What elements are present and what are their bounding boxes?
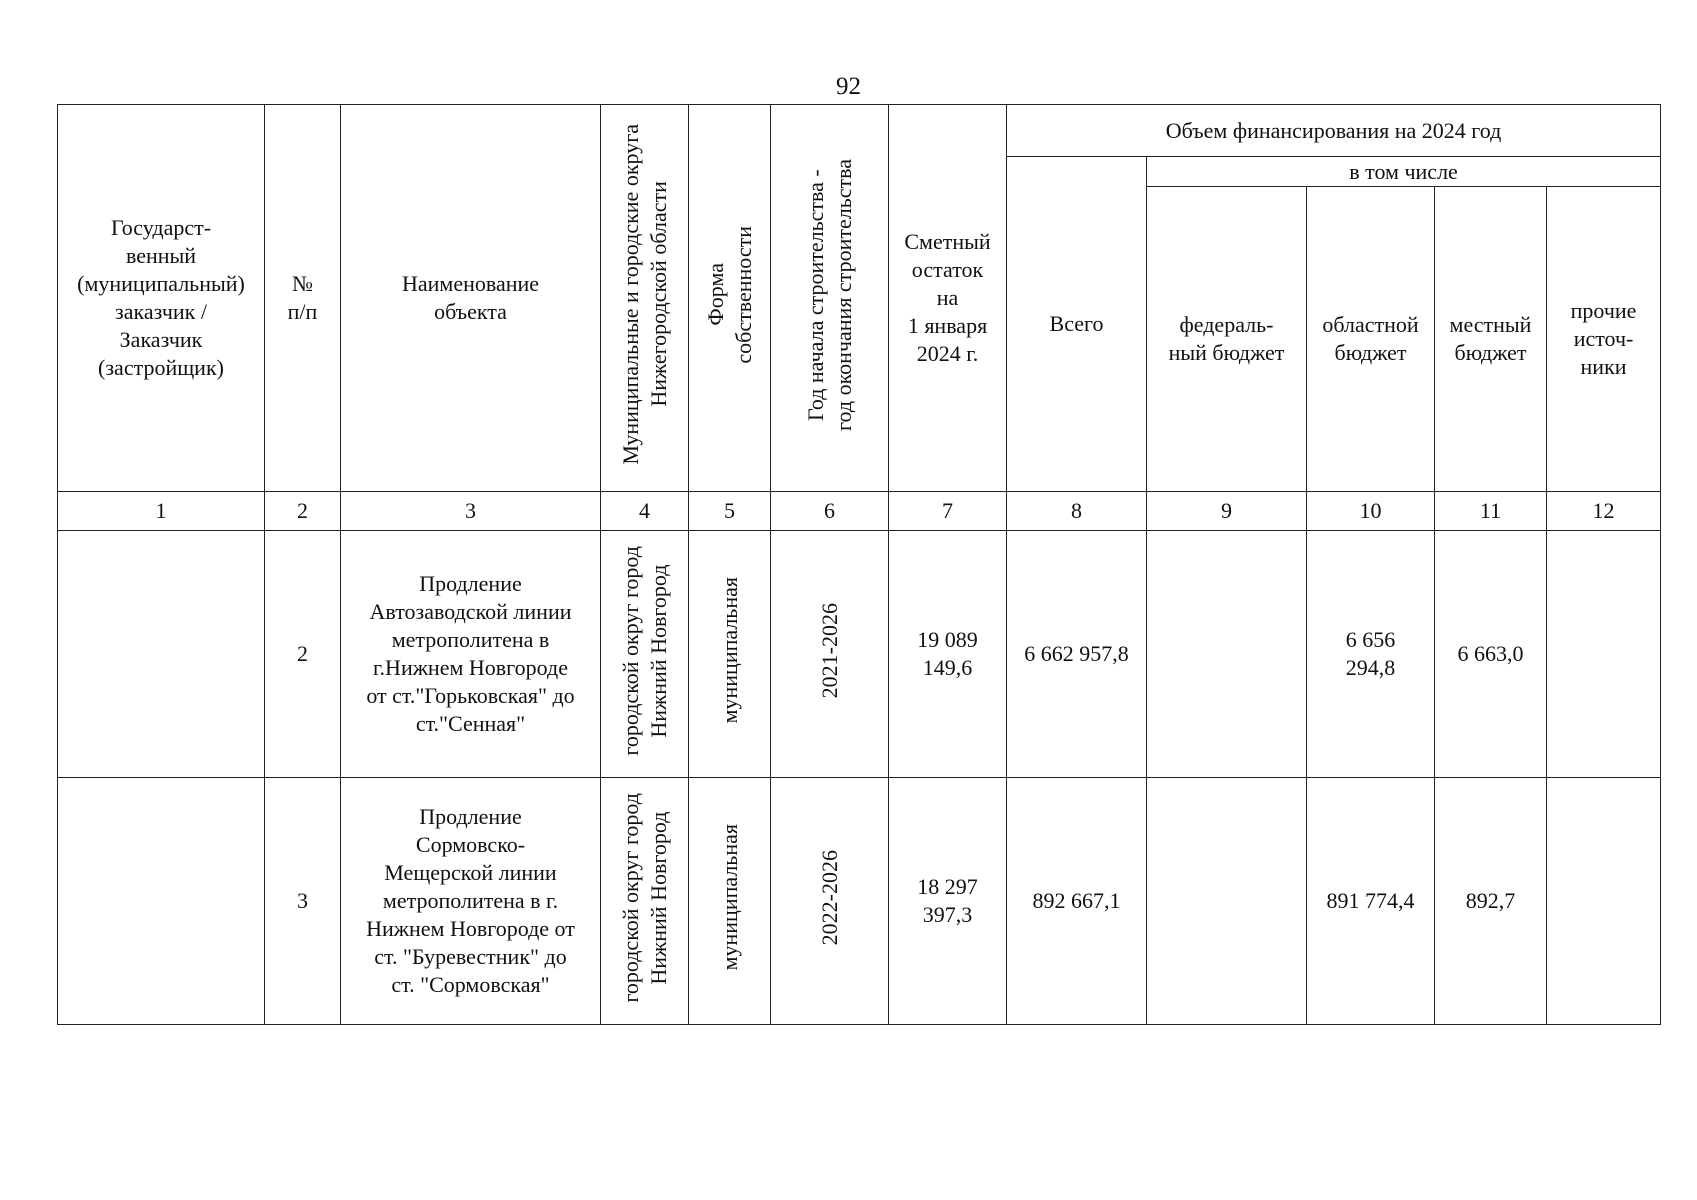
header-other: прочие источ- ники — [1547, 187, 1661, 492]
cell-customer — [58, 531, 265, 778]
cell-other — [1547, 778, 1661, 1025]
column-number: 2 — [265, 492, 341, 531]
header-row — [58, 105, 1661, 157]
header-financing: Объем финансирования на 2024 год — [1007, 105, 1661, 157]
cell-local: 6 663,0 — [1435, 531, 1547, 778]
column-number: 1 — [58, 492, 265, 531]
cell-ownership: муниципальная — [689, 531, 771, 778]
column-numbers-row — [58, 492, 1661, 531]
cell-num: 3 — [265, 778, 341, 1025]
column-number: 3 — [341, 492, 601, 531]
table-row — [58, 778, 1661, 1025]
cell-years: 2022-2026 — [771, 778, 889, 1025]
cell-other — [1547, 531, 1661, 778]
cell-years: 2021-2026 — [771, 531, 889, 778]
column-number: 4 — [601, 492, 689, 531]
cell-regional: 6 656 294,8 — [1307, 531, 1435, 778]
header-total: Всего — [1007, 157, 1147, 492]
header-local: местный бюджет — [1435, 187, 1547, 492]
cell-total: 6 662 957,8 — [1007, 531, 1147, 778]
cell-federal — [1147, 531, 1307, 778]
header-num: № п/п — [265, 105, 341, 492]
column-number: 11 — [1435, 492, 1547, 531]
cell-local: 892,7 — [1435, 778, 1547, 1025]
cell-estimate-balance: 18 297 397,3 — [889, 778, 1007, 1025]
column-number: 7 — [889, 492, 1007, 531]
column-number: 10 — [1307, 492, 1435, 531]
column-number: 8 — [1007, 492, 1147, 531]
column-number: 5 — [689, 492, 771, 531]
header-ownership: Форма собственности — [689, 105, 771, 492]
cell-regional: 891 774,4 — [1307, 778, 1435, 1025]
table-row — [58, 531, 1661, 778]
cell-object-name: Продление Автозаводской линии метрополитена в г.Нижнем Новгороде от ст."Горьковская" до ст."Сенная" — [341, 531, 601, 778]
cell-customer — [58, 778, 265, 1025]
header-years: Год начала строительства - год окончания строительства — [771, 105, 889, 492]
column-number: 12 — [1547, 492, 1661, 531]
page-number: 92 — [836, 73, 861, 100]
header-estimate-balance: Сметный остаток на 1 января 2024 г. — [889, 105, 1007, 492]
column-number: 6 — [771, 492, 889, 531]
header-federal: федераль- ный бюджет — [1147, 187, 1307, 492]
cell-municipality: городской округ город Нижний Новгород — [601, 778, 689, 1025]
cell-municipality: городской округ город Нижний Новгород — [601, 531, 689, 778]
cell-federal — [1147, 778, 1307, 1025]
cell-num: 2 — [265, 531, 341, 778]
header-including: в том числе — [1147, 157, 1661, 187]
cell-total: 892 667,1 — [1007, 778, 1147, 1025]
cell-estimate-balance: 19 089 149,6 — [889, 531, 1007, 778]
header-customer: Государст- венный (муниципальный) заказчик / Заказчик (застройщик) — [58, 105, 265, 492]
cell-object-name: Продление Сормовско- Мещерской линии метрополитена в г. Нижнем Новгороде от ст. "Буревестник" до ст. "Сормовская" — [341, 778, 601, 1025]
header-object-name: Наименование объекта — [341, 105, 601, 492]
header-regional: областной бюджет — [1307, 187, 1435, 492]
financing-table — [57, 104, 1661, 1025]
header-municipality: Муниципальные и городские округа Нижегородской области — [601, 105, 689, 492]
column-number: 9 — [1147, 492, 1307, 531]
cell-ownership: муниципальная — [689, 778, 771, 1025]
